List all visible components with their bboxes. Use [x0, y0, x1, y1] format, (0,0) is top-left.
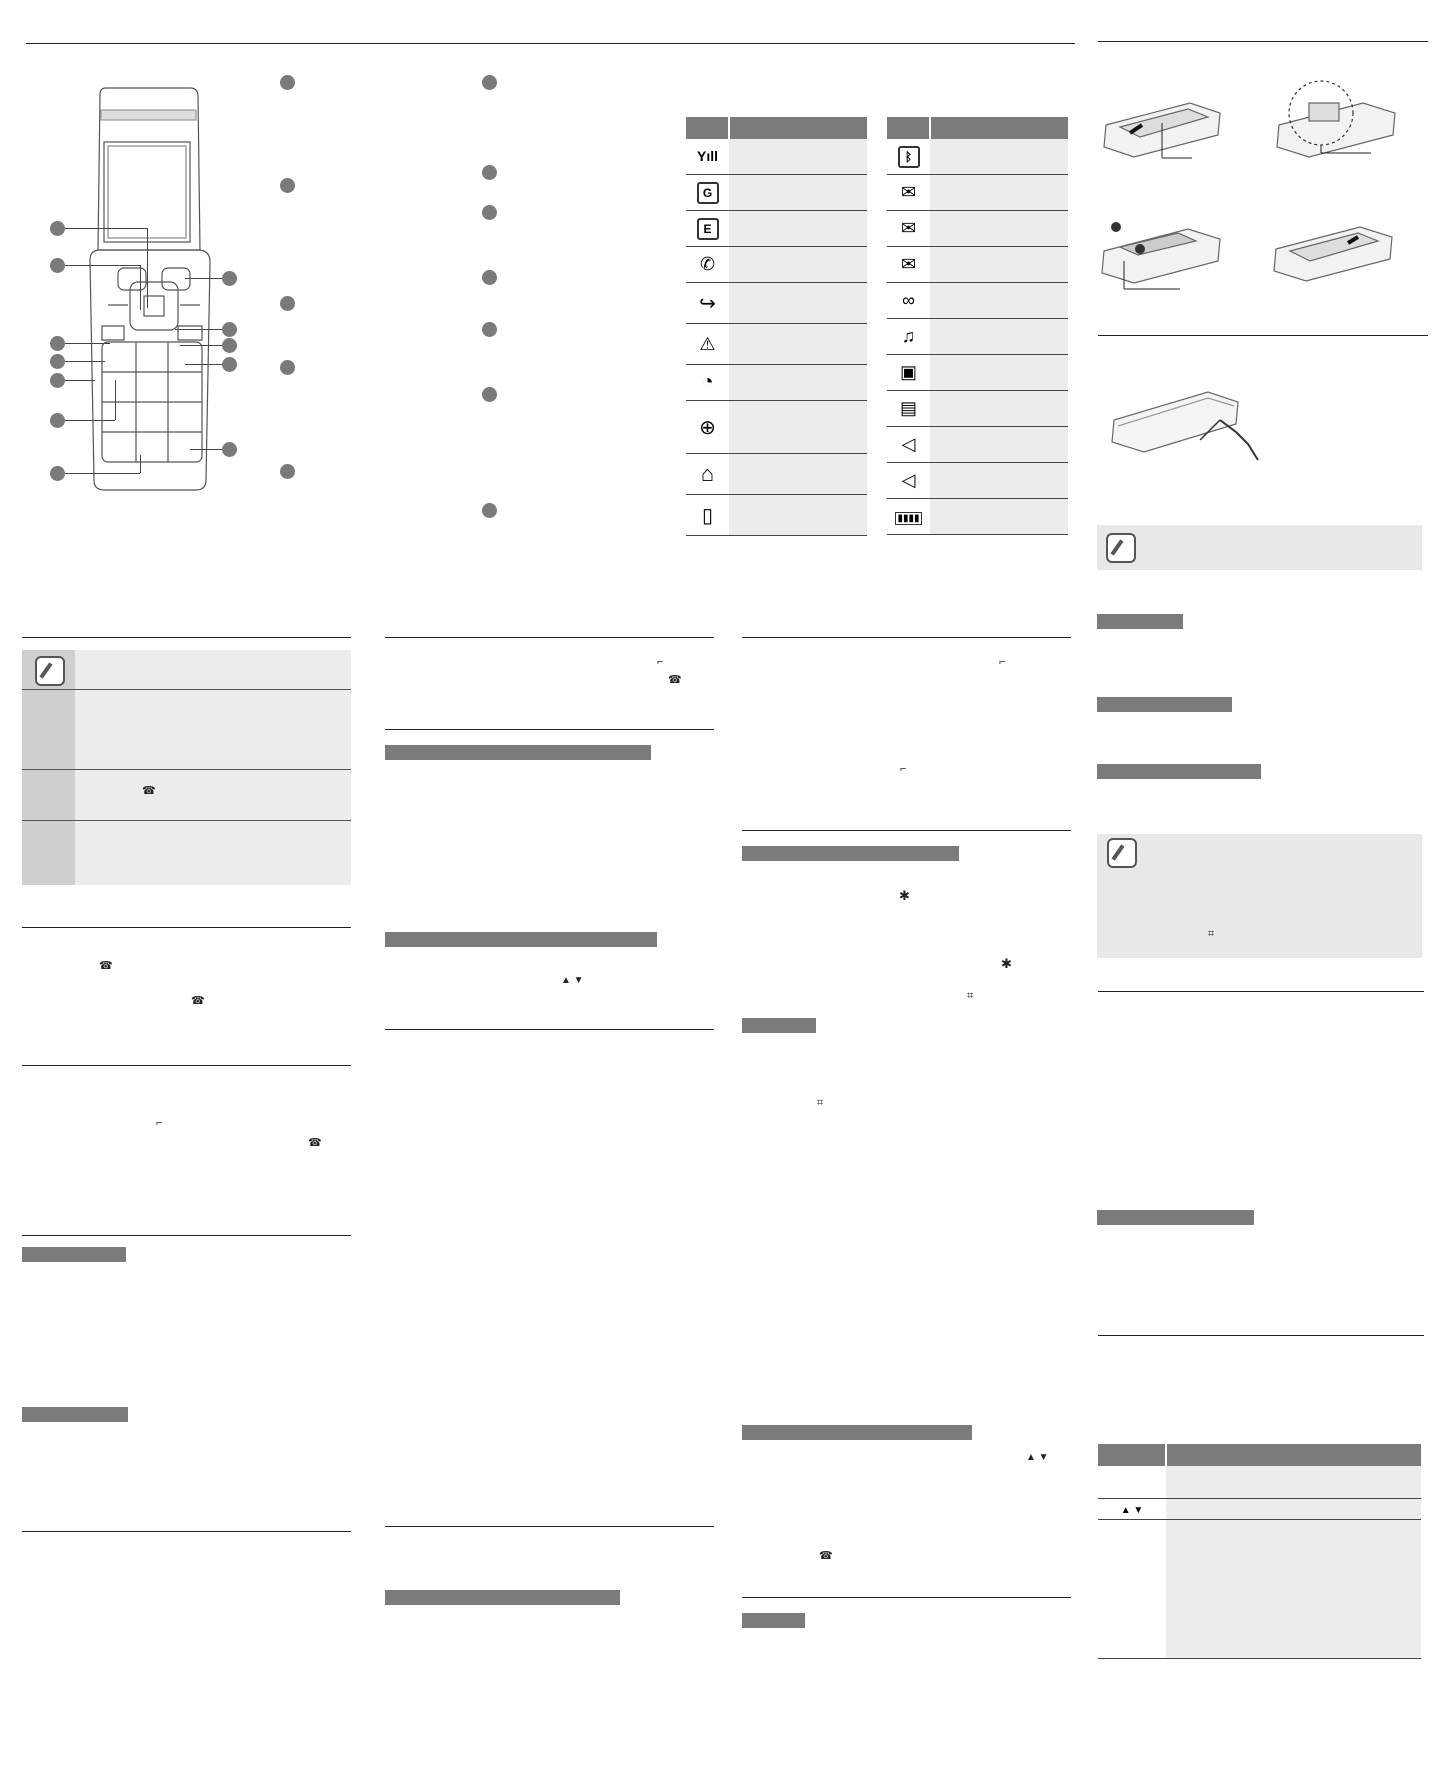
leader-line [65, 265, 140, 266]
send-key-icon: ⌐ [657, 656, 664, 668]
section-heading-bar [742, 1613, 805, 1628]
leader-line [140, 455, 141, 473]
callout-dot [50, 466, 65, 481]
roaming-icon: ⊕ [699, 416, 716, 439]
legend-dot [482, 387, 497, 402]
section-heading-bar [1097, 614, 1183, 629]
section-rule [22, 927, 351, 928]
up-down-arrow-icon: ▲ ▼ [1120, 1505, 1144, 1516]
row-divider [22, 820, 351, 821]
section-heading-bar [385, 745, 651, 760]
section-heading-bar [1097, 764, 1261, 779]
leader-line [147, 228, 148, 308]
hash-key-icon: ⌗ [1208, 928, 1215, 940]
leader-line [175, 329, 222, 330]
leader-line [180, 345, 222, 346]
end-key-icon: ☎ [668, 674, 682, 686]
callout-dot [222, 322, 237, 337]
section-rule [385, 637, 714, 638]
row-divider [22, 689, 351, 690]
note-icon [35, 656, 65, 686]
section-rule [742, 1597, 1071, 1598]
legend-dot [280, 464, 295, 479]
legend-dot [280, 360, 295, 375]
top-rule-main [26, 43, 1075, 44]
signal-strength-icon: Yıll [696, 147, 718, 164]
battery-level-icon: ▮▮▮▮ [897, 512, 920, 524]
section-heading-bar [742, 846, 959, 861]
note-box [1097, 525, 1422, 570]
new-text-message-icon: ✉ [900, 182, 917, 202]
legend-dot [482, 322, 497, 337]
profile-normal-icon: ◁ [901, 434, 916, 454]
leader-line [115, 380, 116, 420]
legend-dot [280, 178, 295, 193]
memory-card-icon: ▤ [899, 398, 917, 418]
status-icons-table-right [887, 117, 1068, 535]
battery-cover-replace-illustration [1270, 215, 1400, 285]
section-rule [385, 1526, 714, 1527]
office-zone-icon: ▯ [701, 504, 713, 527]
legend-dot [482, 165, 497, 180]
bluetooth-icon: ᛒ [898, 146, 920, 168]
leader-line [185, 278, 222, 279]
call-forwarding-icon: ↪ [699, 292, 716, 315]
home-zone-icon: ⌂ [700, 461, 715, 486]
star-key-icon: ✱ [899, 888, 910, 903]
leader-line [185, 364, 222, 365]
legend-dot [482, 75, 497, 90]
leader-line [190, 449, 222, 450]
section-rule [385, 729, 714, 730]
send-key-icon: ⌐ [900, 763, 907, 775]
star-key-icon: ✱ [1001, 956, 1012, 971]
new-email-icon: ✉ [900, 254, 917, 274]
callout-dot [50, 221, 65, 236]
charger-connection-illustration [1108, 380, 1268, 470]
status-icons-table-left [686, 117, 867, 536]
end-key-icon: ☎ [308, 1137, 322, 1149]
section-rule [742, 830, 1071, 831]
note-icon [1107, 838, 1137, 868]
end-key-icon: ☎ [191, 995, 205, 1007]
section-rule [22, 1065, 351, 1066]
fm-radio-icon: ▣ [899, 362, 917, 382]
callout-dot [222, 271, 237, 286]
section-heading-bar [742, 1425, 972, 1440]
leader-line [65, 380, 95, 381]
call-in-progress-icon: ✆ [699, 254, 716, 274]
alarm-icon: ◔ [701, 371, 714, 393]
battery-cover-removal-illustration [1100, 95, 1230, 170]
legend-dot [280, 296, 295, 311]
section-rule [22, 637, 351, 638]
callout-dot [50, 258, 65, 273]
section-heading-bar [1097, 1210, 1254, 1225]
note-icon [1106, 533, 1136, 563]
section-heading-bar [1097, 697, 1232, 712]
battery-insertion-illustration [1098, 215, 1228, 295]
send-key-icon: ⌐ [999, 656, 1006, 668]
precautions-table [22, 650, 351, 885]
send-key-icon: ⌐ [156, 1117, 163, 1129]
end-key-icon: ☎ [99, 960, 113, 972]
legend-dot [482, 205, 497, 220]
top-rule-right [1098, 41, 1428, 42]
leader-line [65, 420, 115, 421]
leader-line [65, 473, 140, 474]
edge-icon: E [697, 218, 719, 240]
end-key-icon: ☎ [819, 1550, 833, 1562]
up-down-arrow-icon: ▲ ▼ [1026, 1452, 1049, 1463]
row-divider [22, 769, 351, 770]
hash-key-icon: ⌗ [817, 1097, 824, 1109]
callout-dot [50, 354, 65, 369]
phone-illustration [40, 80, 250, 500]
callout-dot [222, 338, 237, 353]
up-down-arrow-icon: ▲ ▼ [561, 975, 584, 986]
section-rule [742, 637, 1071, 638]
section-heading-bar [385, 932, 657, 947]
callout-dot [222, 357, 237, 372]
legend-dot [482, 270, 497, 285]
section-heading-bar [22, 1247, 126, 1262]
key-function-table [1098, 1444, 1421, 1659]
callout-dot [222, 442, 237, 457]
gprs-icon: G [697, 182, 719, 204]
profile-silent-icon: ◁ [901, 470, 916, 490]
right-section-rule [1098, 1335, 1424, 1336]
callout-dot [50, 413, 65, 428]
leader-line [65, 361, 105, 362]
legend-dot [482, 503, 497, 518]
section-rule [22, 1531, 351, 1532]
new-multimedia-message-icon: ✉ [900, 218, 917, 238]
callout-dot [50, 336, 65, 351]
section-heading-bar [22, 1407, 128, 1422]
new-voice-mail-icon: ∞ [902, 290, 915, 310]
sim-card-insertion-illustration [1273, 75, 1403, 165]
section-heading-bar [385, 1590, 620, 1605]
music-playing-icon: ♫ [901, 326, 916, 346]
sos-alarm-icon: ⚠ [699, 333, 716, 354]
section-rule [22, 1235, 351, 1236]
leader-line [140, 265, 141, 310]
right-section-rule [1098, 991, 1424, 992]
note-box [1097, 834, 1422, 958]
leader-line [65, 343, 110, 344]
section-heading-bar [742, 1018, 816, 1033]
section-rule [385, 1029, 714, 1030]
table-right-col [75, 650, 351, 885]
end-key-icon: ☎ [142, 785, 156, 797]
hash-key-icon: ⌗ [967, 990, 974, 1002]
legend-dot [280, 75, 295, 90]
callout-dot [50, 373, 65, 388]
right-section-rule [1098, 335, 1428, 336]
leader-line [65, 228, 147, 229]
